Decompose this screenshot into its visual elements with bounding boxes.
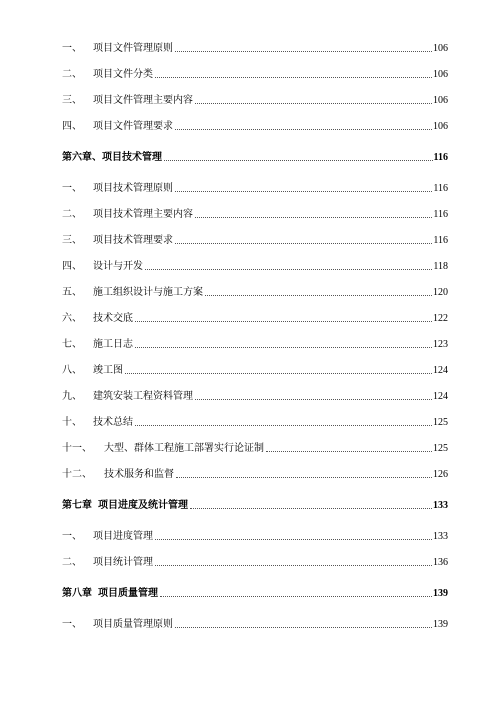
toc-chapter-title: 项目质量管理 bbox=[98, 588, 158, 599]
toc-entry[interactable] bbox=[62, 181, 448, 195]
toc-entry[interactable] bbox=[62, 467, 448, 481]
dot-leader bbox=[176, 477, 432, 478]
dot-leader bbox=[155, 77, 432, 78]
toc-entry-title: 项目质量管理原则 bbox=[93, 619, 173, 630]
toc-entry[interactable] bbox=[62, 93, 448, 107]
toc-entry-title: 项目技术管理原则 bbox=[93, 183, 173, 194]
toc-entry-page: 125 bbox=[433, 443, 448, 454]
toc-entry-title: 项目文件管理要求 bbox=[93, 121, 173, 132]
toc-entry-number: 八、 bbox=[62, 365, 82, 376]
dot-leader bbox=[195, 103, 432, 104]
toc-entry-page: 139 bbox=[433, 619, 448, 630]
toc-entry-title: 项目文件管理主要内容 bbox=[93, 95, 193, 106]
toc-entry-page: 136 bbox=[433, 557, 448, 568]
toc-entry-number: 二、 bbox=[62, 69, 82, 80]
toc-entry-title: 项目文件管理原则 bbox=[93, 43, 173, 54]
toc-entry-page: 122 bbox=[433, 313, 448, 324]
toc-entry-number: 四、 bbox=[62, 121, 82, 132]
dot-leader bbox=[125, 373, 432, 374]
toc-chapter-title: 第六章、项目技术管理 bbox=[62, 152, 162, 163]
dot-leader bbox=[175, 243, 432, 244]
toc-entry[interactable] bbox=[62, 337, 448, 351]
toc-entry-title: 技术总结 bbox=[93, 417, 133, 428]
toc-chapter-number: 第七章 bbox=[62, 500, 92, 511]
toc-entry-page: 124 bbox=[433, 391, 448, 402]
toc-entry-page: 124 bbox=[433, 365, 448, 376]
toc-entry[interactable] bbox=[62, 233, 448, 247]
toc-entry[interactable] bbox=[62, 389, 448, 403]
toc-entry-number: 一、 bbox=[62, 43, 82, 54]
toc-chapter-number: 第八章 bbox=[62, 588, 92, 599]
toc-entry-number: 三、 bbox=[62, 235, 82, 246]
toc-chapter-entry[interactable] bbox=[62, 498, 448, 512]
toc-entry-page: 106 bbox=[433, 121, 448, 132]
toc-entry-title: 项目技术管理主要内容 bbox=[93, 209, 193, 220]
toc-entry[interactable] bbox=[62, 41, 448, 55]
toc-entry-title: 建筑安装工程资料管理 bbox=[93, 391, 193, 402]
toc-entry[interactable] bbox=[62, 441, 448, 455]
toc-entry[interactable] bbox=[62, 529, 448, 543]
toc-entry-number: 十、 bbox=[62, 417, 82, 428]
dot-leader bbox=[155, 565, 432, 566]
toc-entry[interactable] bbox=[62, 259, 448, 273]
toc-entry-page: 116 bbox=[433, 235, 448, 246]
toc-entry[interactable] bbox=[62, 363, 448, 377]
toc-entry[interactable] bbox=[62, 617, 448, 631]
toc-entry-page: 116 bbox=[433, 183, 448, 194]
toc-entry-title: 技术交底 bbox=[93, 313, 133, 324]
toc-entry-page: 106 bbox=[433, 95, 448, 106]
toc-entry-page: 116 bbox=[433, 152, 448, 163]
toc-entry[interactable] bbox=[62, 285, 448, 299]
toc-entry-number: 十一、 bbox=[62, 443, 92, 454]
dot-leader bbox=[205, 295, 432, 296]
toc-entry[interactable] bbox=[62, 311, 448, 325]
toc-entry-title: 设计与开发 bbox=[93, 261, 143, 272]
toc-entry-title: 项目统计管理 bbox=[93, 557, 153, 568]
toc-entry-number: 四、 bbox=[62, 261, 82, 272]
toc-entry-number: 六、 bbox=[62, 313, 82, 324]
dot-leader bbox=[164, 160, 433, 161]
dot-leader bbox=[135, 425, 432, 426]
toc-entry-title: 施工日志 bbox=[93, 339, 133, 350]
toc-entry-page: 123 bbox=[433, 339, 448, 350]
toc-entry-title: 大型、群体工程施工部署实行论证制 bbox=[104, 443, 264, 454]
toc-entry-title: 项目文件分类 bbox=[93, 69, 153, 80]
toc-entry[interactable] bbox=[62, 207, 448, 221]
toc-entry-title: 项目进度管理 bbox=[93, 531, 153, 542]
dot-leader bbox=[175, 627, 432, 628]
toc-entry-page: 106 bbox=[433, 43, 448, 54]
toc-entry-page: 126 bbox=[433, 469, 448, 480]
toc-entry-number: 二、 bbox=[62, 557, 82, 568]
toc-entry-page: 139 bbox=[433, 588, 448, 599]
dot-leader bbox=[190, 508, 432, 509]
dot-leader bbox=[135, 347, 432, 348]
toc-entry-page: 118 bbox=[433, 261, 448, 272]
dot-leader bbox=[155, 539, 432, 540]
toc-entry-title: 技术服务和监督 bbox=[104, 469, 174, 480]
toc-entry-number: 一、 bbox=[62, 183, 82, 194]
dot-leader bbox=[195, 217, 432, 218]
dot-leader bbox=[266, 451, 432, 452]
dot-leader bbox=[175, 129, 432, 130]
toc-entry[interactable] bbox=[62, 555, 448, 569]
dot-leader bbox=[160, 596, 432, 597]
toc-entry[interactable] bbox=[62, 415, 448, 429]
toc-chapter-entry[interactable] bbox=[62, 586, 448, 600]
toc-entry-title: 施工组织设计与施工方案 bbox=[93, 287, 203, 298]
toc-entry-number: 一、 bbox=[62, 531, 82, 542]
toc-entry-page: 125 bbox=[433, 417, 448, 428]
toc-chapter-entry[interactable] bbox=[62, 150, 448, 164]
toc-entry-page: 106 bbox=[433, 69, 448, 80]
toc-entry-title: 项目技术管理要求 bbox=[93, 235, 173, 246]
toc-entry-number: 九、 bbox=[62, 391, 82, 402]
dot-leader bbox=[195, 399, 432, 400]
dot-leader bbox=[135, 321, 432, 322]
dot-leader bbox=[145, 269, 432, 270]
toc-entry-page: 116 bbox=[433, 209, 448, 220]
toc-entry-number: 一、 bbox=[62, 619, 82, 630]
toc-entry-page: 133 bbox=[433, 500, 448, 511]
toc-entry-number: 二、 bbox=[62, 209, 82, 220]
dot-leader bbox=[175, 191, 432, 192]
toc-entry-page: 120 bbox=[433, 287, 448, 298]
dot-leader bbox=[175, 51, 432, 52]
toc-entry-number: 十二、 bbox=[62, 469, 92, 480]
toc-entry-page: 133 bbox=[433, 531, 448, 542]
toc-entry[interactable] bbox=[62, 119, 448, 133]
toc-entry-number: 五、 bbox=[62, 287, 82, 298]
toc-chapter-title: 项目进度及统计管理 bbox=[98, 500, 188, 511]
toc-entry[interactable] bbox=[62, 67, 448, 81]
toc-entry-number: 七、 bbox=[62, 339, 82, 350]
toc-entry-number: 三、 bbox=[62, 95, 82, 106]
toc-entry-title: 竣工图 bbox=[93, 365, 123, 376]
